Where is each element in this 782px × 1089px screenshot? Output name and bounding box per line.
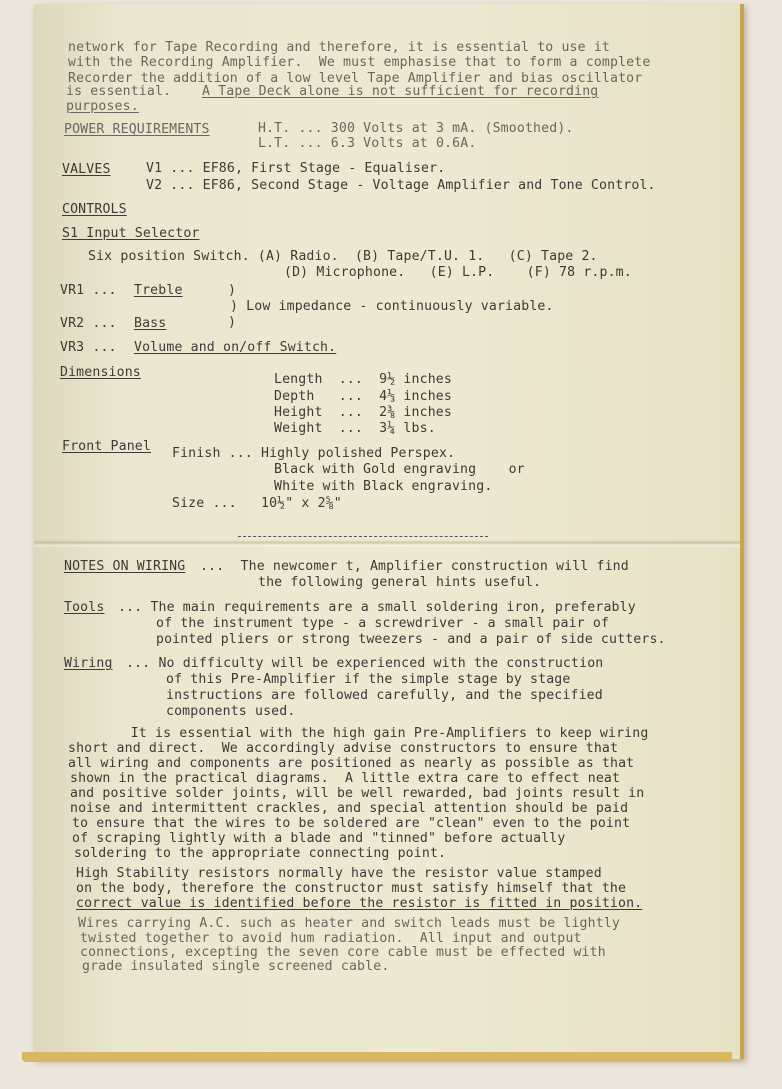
tools-line-3: pointed pliers or strong tweezers - and a pair of side cutters. — [156, 632, 666, 647]
front-panel-label: Front Panel — [62, 439, 151, 454]
tools-label: Tools — [64, 600, 105, 615]
wiring-line-3: instructions are followed carefully, and the specified — [166, 688, 603, 703]
page-edge — [22, 1052, 732, 1062]
finish-line-3: White with Black engraving. — [274, 479, 493, 494]
vr1-label: Treble — [134, 283, 183, 298]
panel-size: Size ... 10½" x 2⅝" — [172, 496, 342, 511]
valves-label: VALVES — [62, 162, 111, 177]
intro-emphasis: A Tape Deck alone is not sufficient for recording — [202, 84, 599, 99]
vr2-prefix: VR2 ... — [60, 316, 125, 331]
controls-heading: CONTROLS — [62, 202, 127, 217]
ac-line-3: connections, excepting the seven core cable must be effected with — [80, 945, 606, 960]
valve-v2: V2 ... EF86, Second Stage - Voltage Amplifier and Tone Control. — [146, 178, 656, 193]
notes-label: NOTES ON WIRING — [64, 559, 186, 574]
s1-label: S1 Input Selector — [62, 226, 200, 241]
finish-line-1: Finish ... Highly polished Perspex. — [172, 446, 456, 461]
intro-line-3: Recorder the addition of a low level Tape Amplifier and bias oscillator — [68, 71, 643, 86]
wiring-line-2: of this Pre-Amplifier if the simple stage by stage — [166, 672, 571, 687]
power-label: POWER REQUIREMENTS — [64, 122, 210, 137]
finish-line-2: Black with Gold engraving or — [274, 462, 525, 477]
para-line-6: noise and intermittent crackles, and special attention should be paid — [70, 801, 629, 816]
stability-line-2: on the body, therefore the constructor must satisfy himself that the — [76, 881, 627, 896]
para-line-3: all wiring and components are positioned as nearly as possible as that — [68, 756, 635, 771]
wiring-label: Wiring — [64, 656, 113, 671]
para-line-2: short and direct. We accordingly advise constructors to ensure that — [68, 741, 619, 756]
valve-v1: V1 ... EF86, First Stage - Equaliser. — [146, 161, 446, 176]
power-ht: H.T. ... 300 Volts at 3 mA. (Smoothed). — [258, 121, 574, 136]
intro-line-5: purposes. — [66, 99, 139, 114]
para-line-5: and positive solder joints, will be well rewarded, bad joints result in — [70, 786, 645, 801]
vr1-prefix: VR1 ... — [60, 283, 125, 298]
para-line-7: to ensure that the wires to be soldered are "clean" even to the point — [72, 816, 631, 831]
vr2-label: Bass — [134, 316, 167, 331]
dim-height: Height ... 2⅜ inches — [274, 405, 452, 420]
section-divider — [238, 536, 488, 537]
bracket-top: ) — [228, 283, 237, 298]
page-fold — [34, 540, 740, 548]
intro-line-2: with the Recording Amplifier. We must emphasise that to form a complete — [68, 55, 651, 70]
dimensions-label: Dimensions — [60, 365, 141, 380]
stability-line-3: correct value is identified before the resistor is fitted in position. — [76, 896, 643, 911]
bracket-bot: ) — [228, 315, 237, 330]
power-lt: L.T. ... 6.3 Volts at 0.6A. — [258, 136, 477, 151]
para-line-9: soldering to the appropriate connecting point. — [74, 846, 447, 861]
wiring-line-4: components used. — [166, 704, 296, 719]
stability-line-1: High Stability resistors normally have the resistor value stamped — [76, 866, 602, 881]
dim-depth: Depth ... 4⅓ inches — [274, 389, 452, 404]
para-line-4: shown in the practical diagrams. A little extra care to effect neat — [70, 771, 621, 786]
vr3-label: Volume and on/off Switch. — [134, 340, 337, 355]
tools-line-2: of the instrument type - a screwdriver - a small pair of — [156, 616, 610, 631]
vr3-prefix: VR3 ... — [60, 340, 125, 355]
s1-line-1: Six position Switch. (A) Radio. (B) Tape/T.U. 1. (C) Tape 2. — [88, 249, 598, 264]
s1-line-2: (D) Microphone. (E) L.P. (F) 78 r.p.m. — [284, 265, 632, 280]
ac-line-1: Wires carrying A.C. such as heater and switch leads must be lightly — [78, 916, 620, 931]
intro-line-4: is essential. — [66, 84, 172, 99]
ac-line-4: grade insulated single screened cable. — [82, 959, 390, 974]
tools-line-1: ... The main requirements are a small soldering iron, preferably — [110, 600, 636, 615]
notes-line-1: ... The newcomer t, Amplifier construction will find — [192, 559, 629, 574]
para-line-8: of scraping lightly with a blade and "tinned" before actually — [72, 831, 566, 846]
para-line-1: It is essential with the high gain Pre-Amplifiers to keep wiring — [66, 726, 649, 741]
dim-length: Length ... 9½ inches — [274, 372, 452, 387]
dim-weight: Weight ... 3¼ lbs. — [274, 421, 436, 436]
intro-line-1: network for Tape Recording and therefore, it is essential to use it — [68, 40, 610, 55]
notes-line-2: the following general hints useful. — [258, 575, 542, 590]
wiring-line-1: ... No difficulty will be experienced with the construction — [118, 656, 604, 671]
ac-line-2: twisted together to avoid hum radiation. All input and output — [80, 931, 582, 946]
bracket-mid: ) Low impedance - continuously variable. — [230, 299, 554, 314]
